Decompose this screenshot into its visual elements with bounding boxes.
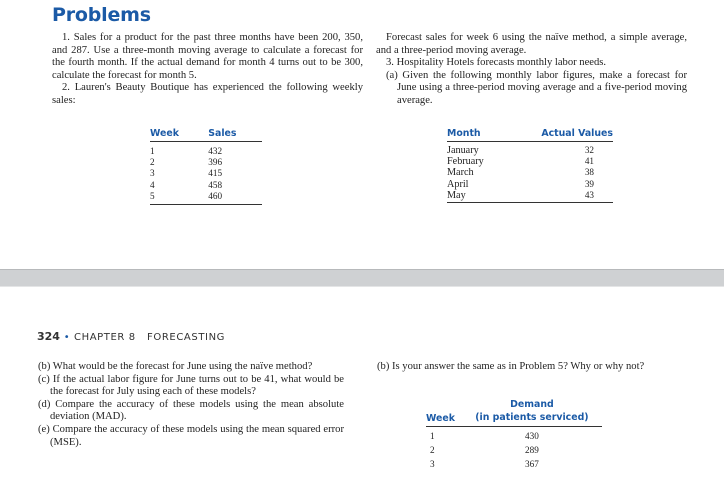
table-row	[447, 179, 613, 190]
question-b: (b) What would be the forecast for June using the naïve method?	[38, 361, 313, 372]
table-row	[150, 157, 262, 168]
left-column	[52, 32, 363, 108]
week-cell: 1	[430, 431, 435, 441]
sales-cell: 415	[208, 168, 223, 179]
demand-table	[426, 398, 602, 471]
demand-cell: 289	[525, 445, 539, 456]
question-c: (c) If the actual labor figure for June turns out to be 41, what would be the forecast for July using each of these models?	[38, 373, 344, 398]
sales-header: Sales	[198, 128, 262, 142]
right-column-page2	[377, 361, 683, 374]
problem-2-continued: Forecast sales for week 6 using the naïve method, a simple average, and a three-period moving average.	[376, 32, 687, 56]
table-row	[150, 168, 262, 179]
demand-title: Demand	[510, 399, 554, 410]
section-title: Problems	[52, 4, 151, 26]
left-column-page2	[38, 361, 344, 449]
table-row	[447, 190, 613, 203]
labor-table	[447, 128, 613, 203]
header-bullet: •	[63, 332, 71, 343]
actual-values-header: Actual Values	[503, 128, 613, 142]
month-cell: May	[447, 189, 466, 201]
table-row	[447, 156, 613, 167]
value-cell: 41	[584, 156, 594, 167]
week-header: Week	[426, 398, 462, 427]
table-row	[150, 142, 262, 158]
table-row	[426, 456, 602, 470]
month-cell: April	[447, 178, 469, 190]
question-5b: (b) Is your answer the same as in Problem 5? Why or why not?	[377, 361, 645, 372]
sales-cell: 396	[208, 157, 223, 168]
sales-table	[150, 128, 262, 205]
month-cell: March	[447, 167, 474, 179]
table-row	[426, 427, 602, 443]
question-d: (d) Compare the accuracy of these models using the mean absolute deviation (MAD).	[38, 398, 344, 423]
table-row	[447, 167, 613, 178]
value-cell: 38	[584, 167, 594, 178]
table-row	[426, 442, 602, 456]
week-cell: 1	[150, 146, 155, 156]
week-cell: 3	[430, 459, 435, 470]
question-e: (e) Compare the accuracy of these models using the mean squared error (MSE).	[38, 423, 344, 448]
problem-2-text: 2. Lauren's Beauty Boutique has experienced the following weekly sales:	[52, 82, 363, 106]
sales-cell: 460	[208, 190, 223, 201]
chapter-title: CHAPTER 8 FORECASTING	[74, 332, 226, 343]
week-cell: 2	[150, 157, 155, 168]
week-header: Week	[150, 128, 198, 142]
value-cell: 43	[584, 189, 594, 200]
demand-cell: 430	[525, 431, 539, 441]
demand-header	[462, 398, 602, 427]
week-cell: 4	[150, 179, 155, 190]
sales-cell: 458	[208, 179, 223, 190]
problem-3-text: 3. Hospitality Hotels forecasts monthly labor needs.	[386, 57, 607, 69]
table-row	[150, 180, 262, 191]
month-cell: January	[447, 145, 479, 156]
page-divider	[0, 269, 724, 287]
week-cell: 3	[150, 168, 155, 179]
problem-1-text: 1. Sales for a product for the past three months have been 200, 350, and 287. Use a three-month moving average to calculate a forecast for the fourth month. If the actual demand for month 4 turns out to be 300, calculate the forecast for month 5.	[52, 32, 363, 81]
month-header: Month	[447, 128, 503, 142]
table-row	[150, 191, 262, 205]
page-header	[37, 330, 225, 343]
value-cell: 39	[584, 178, 594, 189]
week-cell: 5	[150, 190, 155, 201]
table-row	[447, 142, 613, 157]
demand-cell: 367	[525, 459, 539, 470]
page-number: 324	[37, 330, 60, 343]
month-cell: February	[447, 156, 484, 168]
right-column	[376, 32, 687, 108]
problem-3a-text: (a) Given the following monthly labor figures, make a forecast for June using a three-period moving average and a five-period moving average.	[386, 69, 687, 106]
week-cell: 2	[430, 445, 435, 456]
sales-cell: 432	[208, 146, 223, 156]
value-cell: 32	[584, 145, 594, 155]
demand-subtitle: (in patients serviced)	[475, 412, 589, 423]
